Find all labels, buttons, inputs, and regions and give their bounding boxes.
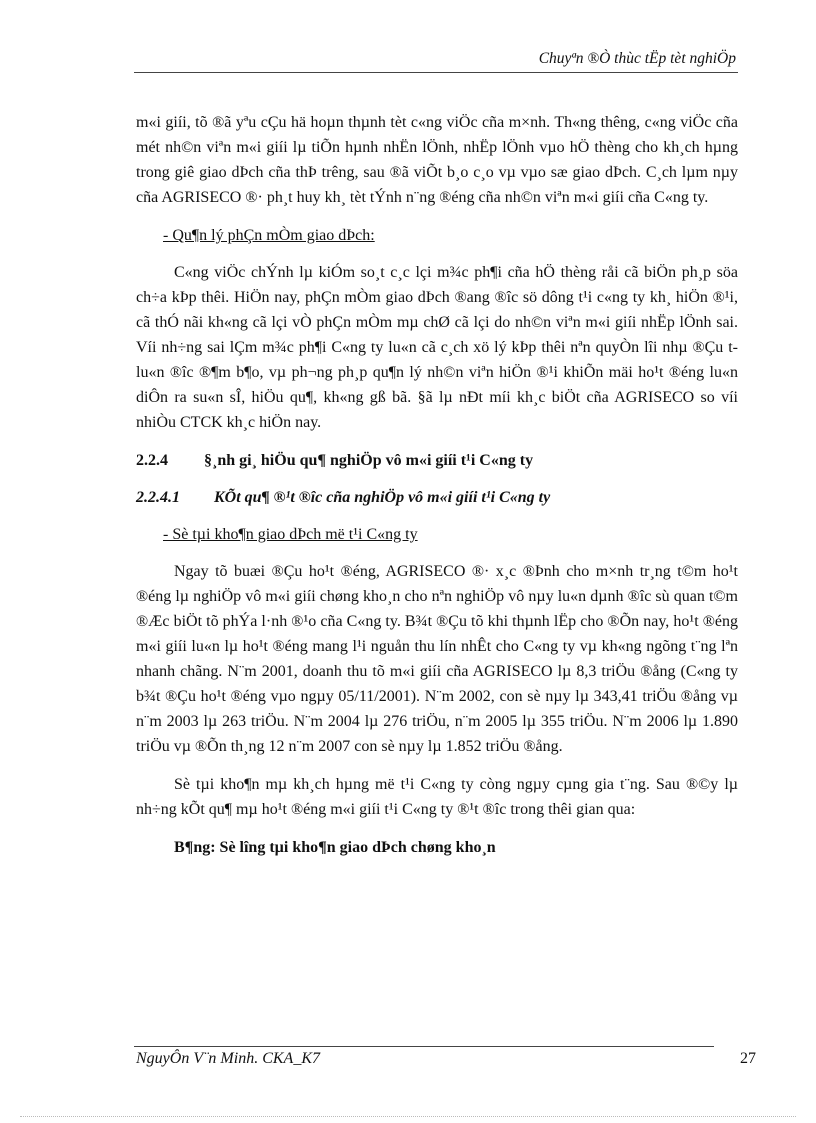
page-number: 27 — [740, 1050, 756, 1067]
document-body — [136, 110, 738, 860]
paragraph-broker-role: m«i giíi, tõ ®ã yªu cÇu hä hoµn thµnh tèt c«ng viÖc cña m×nh. Th«ng thêng, c«ng viÖc cña mét nh©n viªn m«i giíi lµ tiÕn hµnh nhËn lÖnh, nhËp lÖnh vµo hÖ thèng cho kh¸ch hµng trong giê giao dÞch cña thÞ trêng, sau ®ã viÕt b¸o c¸o vµ vµo sæ giao dÞch. C¸ch lµm nµy cña AGRISECO ®· ph¸t huy kh¸ tèt tÝnh n¨ng ®éng cña nh©n viªn m«i giíi cña C«ng ty. — [136, 114, 738, 206]
footer-author: NguyÔn V¨n Minh. CKA_K7 — [136, 1050, 320, 1067]
section-heading-2-2-4 — [136, 448, 738, 473]
subheading-accounts-opened — [136, 522, 738, 547]
section-number: 2.2.4 — [136, 452, 168, 469]
paragraph-accounts-growth: Sè tµi kho¶n mµ kh¸ch hµng më t¹i C«ng ty còng ngµy cµng gia t¨ng. Sau ®©y lµ nh÷ng kÕt qu¶ mµ ho¹t ®éng m«i giíi t¹i C«ng ty ®¹t ®îc trong thêi gian qua: — [136, 776, 738, 818]
paragraph-brokerage-revenue: Ngay tõ buæi ®Çu ho¹t ®éng, AGRISECO ®· x¸c ®Þnh cho m×nh tr¸ng t©m ho¹t ®éng lµ nghiÖp vô m«i giíi chøng kho¸n cho nªn nghiÖp vô nµy lu«n dµnh ®îc sù quan t©m ®Æc biÖt tõ phÝa l·nh ®¹o cña C«ng ty. B¾t ®Çu tõ khi thµnh lËp cho ®Õn nay, ho¹t ®éng m«i giíi lu«n lµ ho¹t ®éng mang l¹i nguån thu lín nhÊt cho C«ng ty vµ kh«ng ngõng t¨ng lªn nhanh chãng. N¨m 2001, doanh thu tõ m«i giíi cña AGRISECO lµ 8,3 triÖu ®ång (C«ng ty b¾t ®Çu ho¹t ®éng vµo ngµy 05/11/2001). N¨m 2002, con sè nµy lµ 343,41 triÖu ®ång vµ n¨m 2003 lµ 263 triÖu. N¨m 2004 lµ 276 triÖu, n¨m 2005 lµ 355 triÖu. N¨m 2006 lµ 1.890 triÖu vµ ®Õn th¸ng 12 n¨m 2007 con sè nµy lµ 1.852 triÖu ®ång. — [136, 563, 738, 755]
section-title: KÕt qu¶ ®¹t ®îc cña nghiÖp vô m«i giíi t¹i C«ng ty — [214, 489, 551, 506]
paragraph-software-management: C«ng viÖc chÝnh lµ kiÓm so¸t c¸c lçi m¾c ph¶i cña hÖ thèng råi cã biÖn ph¸p söa ch÷a kÞp thêi. HiÖn nay, phÇn mÒm giao dÞch ®ang ®îc sö dông t¹i c«ng ty kh¸ hiÖn ®¹i, cã thÓ nãi kh«ng cã lçi vÒ phÇn mÒm mµ chØ cã lçi do nh©n viªn m«i giíi nhËp lÖnh sai. Víi nh÷ng sai lÇm m¾c ph¶i C«ng ty lu«n cã c¸ch xö lý kÞp thêi nªn quyÒn lîi nhµ ®Çu t lu«n ®îc ®¶m b¶o, vµ ph¬ng ph¸p qu¶n lý nh©n viªn hiÖn ®¹i khiÕn mäi ho¹t ®éng lu«n diÔn ra su«n sÎ, hiÖu qu¶, kh«ng gß bã. §ã lµ nÐt míi kh¸c biÖt cña AGRISECO so víi nhiÒu CTCK kh¸c hiÖn nay. — [136, 264, 738, 431]
page-bottom-border — [20, 1116, 796, 1117]
section-number: 2.2.4.1 — [136, 489, 180, 506]
table-caption: B¶ng: Sè lîng tµi kho¶n giao dÞch chøng kho¸n — [174, 839, 496, 856]
section-title: §¸nh gi¸ hiÖu qu¶ nghiÖp vô m«i giíi t¹i C«ng ty — [204, 452, 534, 469]
subheading-text: - Sè tµi kho¶n giao dÞch më t¹i C«ng ty — [163, 526, 418, 543]
subheading-software-management: - Qu¶n lý phÇn mÒm giao dÞch: — [163, 227, 375, 244]
header-divider — [134, 72, 738, 73]
header-title: Chuyªn ®Ò thùc tËp tèt nghiÖp — [538, 50, 736, 67]
section-heading-2-2-4-1 — [136, 485, 738, 510]
footer-divider — [134, 1046, 714, 1047]
